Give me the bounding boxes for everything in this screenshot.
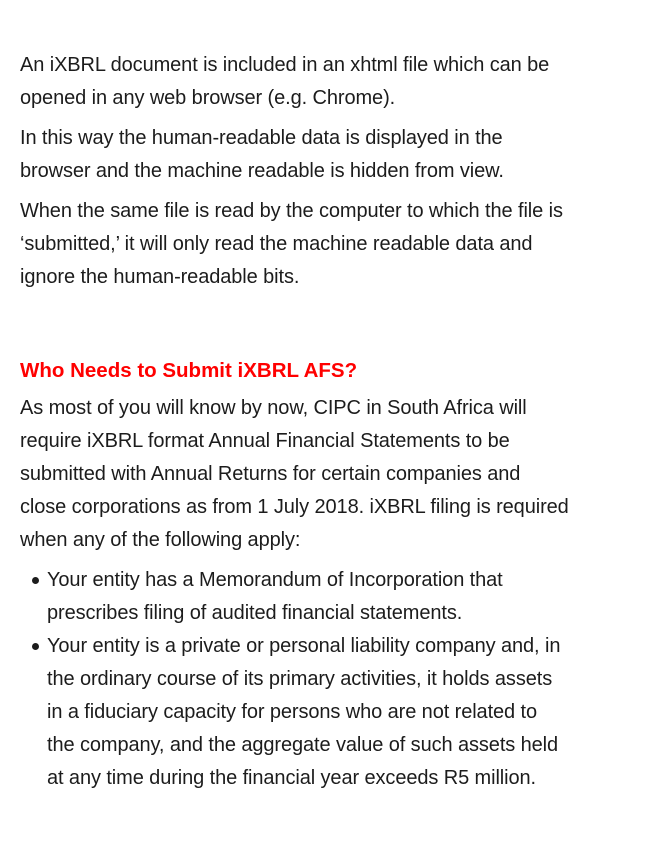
text-line: In this way the human-readable data is displayed in the: [20, 127, 503, 149]
text-line: require iXBRL format Annual Financial Statements to be: [20, 430, 510, 452]
paragraph-intro-2: [20, 122, 632, 188]
paragraph-intro-3: [20, 195, 632, 294]
bullet-icon: [32, 577, 39, 584]
text-line: submitted with Annual Returns for certain companies and: [20, 463, 521, 485]
text-line: prescribes filing of audited financial statements.: [47, 602, 463, 624]
text-line: Your entity is a private or personal liability company and, in: [47, 635, 561, 657]
bullet-item-moi: [20, 564, 632, 630]
text-line: the company, and the aggregate value of such assets held: [47, 734, 559, 756]
text-line: Your entity has a Memorandum of Incorporation that: [47, 569, 503, 591]
text-line: at any time during the financial year exceeds R5 million.: [47, 767, 536, 789]
text-line: browser and the machine readable is hidden from view.: [20, 160, 504, 182]
text-line: opened in any web browser (e.g. Chrome).: [20, 87, 396, 109]
paragraph-cipc: [20, 392, 632, 557]
bullet-item-fiduciary: [20, 630, 632, 795]
bullet-list: [20, 564, 632, 795]
text-line: When the same file is read by the computer to which the file is: [20, 200, 563, 222]
text-line: close corporations as from 1 July 2018. iXBRL filing is required: [20, 496, 569, 518]
text-line: the ordinary course of its primary activities, it holds assets: [47, 668, 553, 690]
text-line: ignore the human-readable bits.: [20, 266, 300, 288]
paragraph-intro-1: [20, 49, 632, 115]
section-heading: Who Needs to Submit iXBRL AFS?: [20, 359, 358, 382]
text-line: in a fiduciary capacity for persons who are not related to: [47, 701, 538, 723]
text-line: when any of the following apply:: [20, 529, 301, 551]
text-line: An iXBRL document is included in an xhtml file which can be: [20, 54, 550, 76]
text-line: As most of you will know by now, CIPC in South Africa will: [20, 397, 527, 419]
text-line: ‘submitted,’ it will only read the machine readable data and: [20, 233, 533, 255]
bullet-icon: [32, 643, 39, 650]
